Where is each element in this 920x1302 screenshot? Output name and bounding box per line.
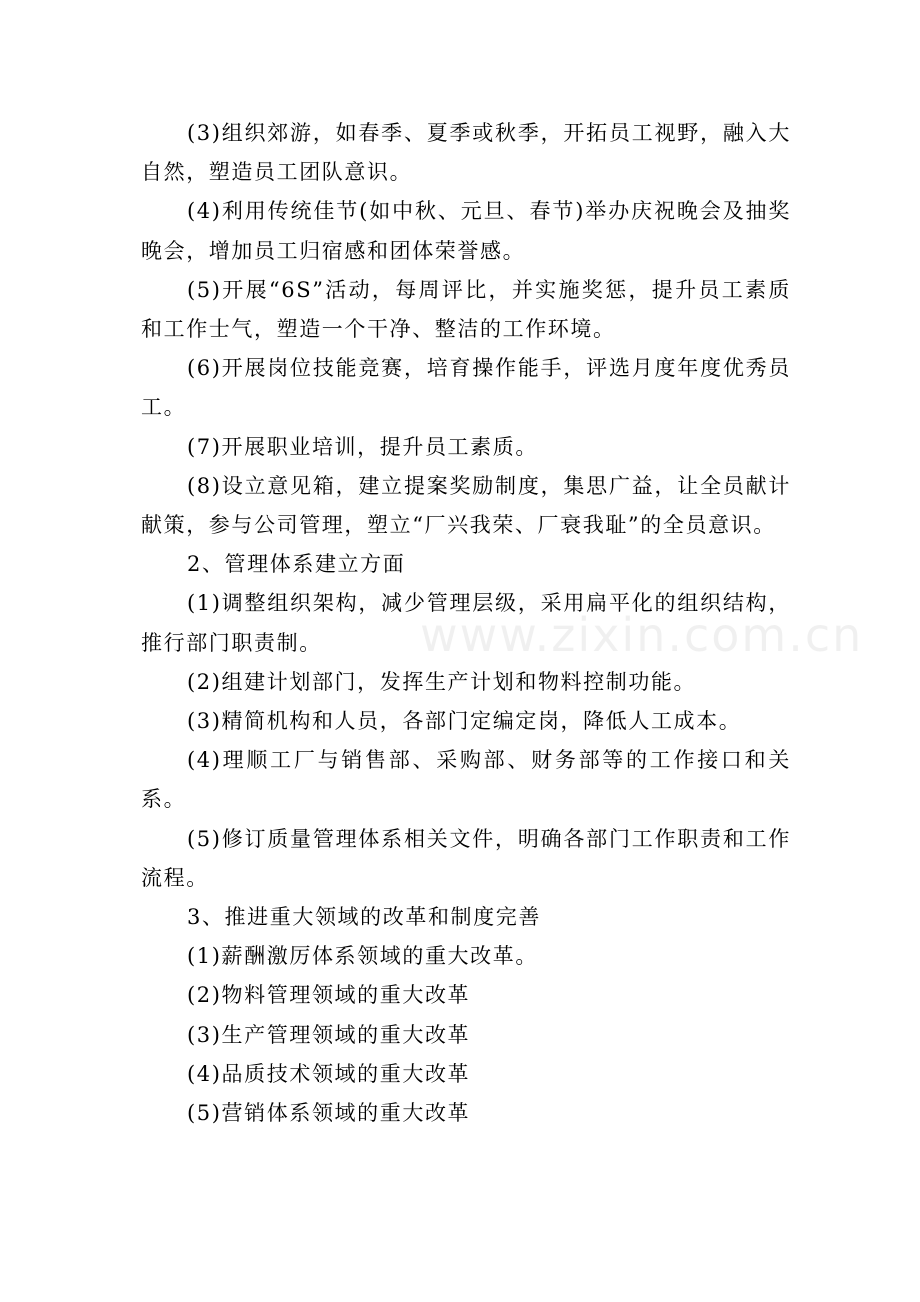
- paragraph-reform-production: (3)生产管理领域的重大改革: [187, 1022, 471, 1047]
- document-body: [141, 114, 791, 1133]
- section-heading-management-system: 2、管理体系建立方面: [187, 552, 406, 577]
- paragraph-mgmt-interfaces: (4)理顺工厂与销售部、采购部、财务部等的工作接口和关系。: [141, 748, 791, 812]
- paragraph-activity-skill-contest: (6)开展岗位技能竞赛，培育操作能手，评选月度年度优秀员工。: [141, 356, 791, 420]
- paragraph-reform-compensation: (1)薪酬激厉体系领域的重大改革。: [187, 944, 538, 969]
- paragraph-mgmt-streamline: (3)精简机构和人员，各部门定编定岗，降低人工成本。: [187, 709, 742, 734]
- paragraph-activity-6s: (5)开展“6S”活动，每周评比，并实施奖惩，提升员工素质和工作士气，塑造一个干净、整洁的工作环境。: [141, 277, 791, 342]
- paragraph-activity-outing: (3)组织郊游，如春季、夏季或秋季，开拓员工视野，融入大自然，塑造员工团队意识。: [141, 121, 791, 185]
- paragraph-mgmt-structure: (1)调整组织架构，减少管理层级，采用扁平化的组织结构，推行部门职责制。: [141, 591, 791, 655]
- paragraph-reform-quality: (4)品质技术领域的重大改革: [187, 1061, 471, 1086]
- section-heading-reform: 3、推进重大领域的改革和制度完善: [187, 905, 541, 930]
- watermark-text: www.zixin.com.cn: [420, 608, 864, 662]
- paragraph-reform-marketing: (5)营销体系领域的重大改革: [187, 1101, 471, 1126]
- paragraph-activity-suggestion-box: (8)设立意见箱，建立提案奖励制度，集思广益，让全员献计献策，参与公司管理，塑立“厂兴我荣、厂衰我耻”的全员意识。: [141, 473, 791, 538]
- paragraph-reform-materials: (2)物料管理领域的重大改革: [187, 983, 471, 1008]
- paragraph-mgmt-quality-docs: (5)修订质量管理体系相关文件，明确各部门工作职责和工作流程。: [141, 826, 791, 890]
- paragraph-activity-training: (7)开展职业培训，提升员工素质。: [187, 434, 538, 459]
- paragraph-mgmt-planning-dept: (2)组建计划部门，发挥生产计划和物料控制功能。: [187, 669, 697, 694]
- paragraph-activity-festival: (4)利用传统佳节(如中秋、元旦、春节)举办庆祝晚会及抽奖晚会，增加员工归宿感和团体荣誉感。: [141, 199, 791, 263]
